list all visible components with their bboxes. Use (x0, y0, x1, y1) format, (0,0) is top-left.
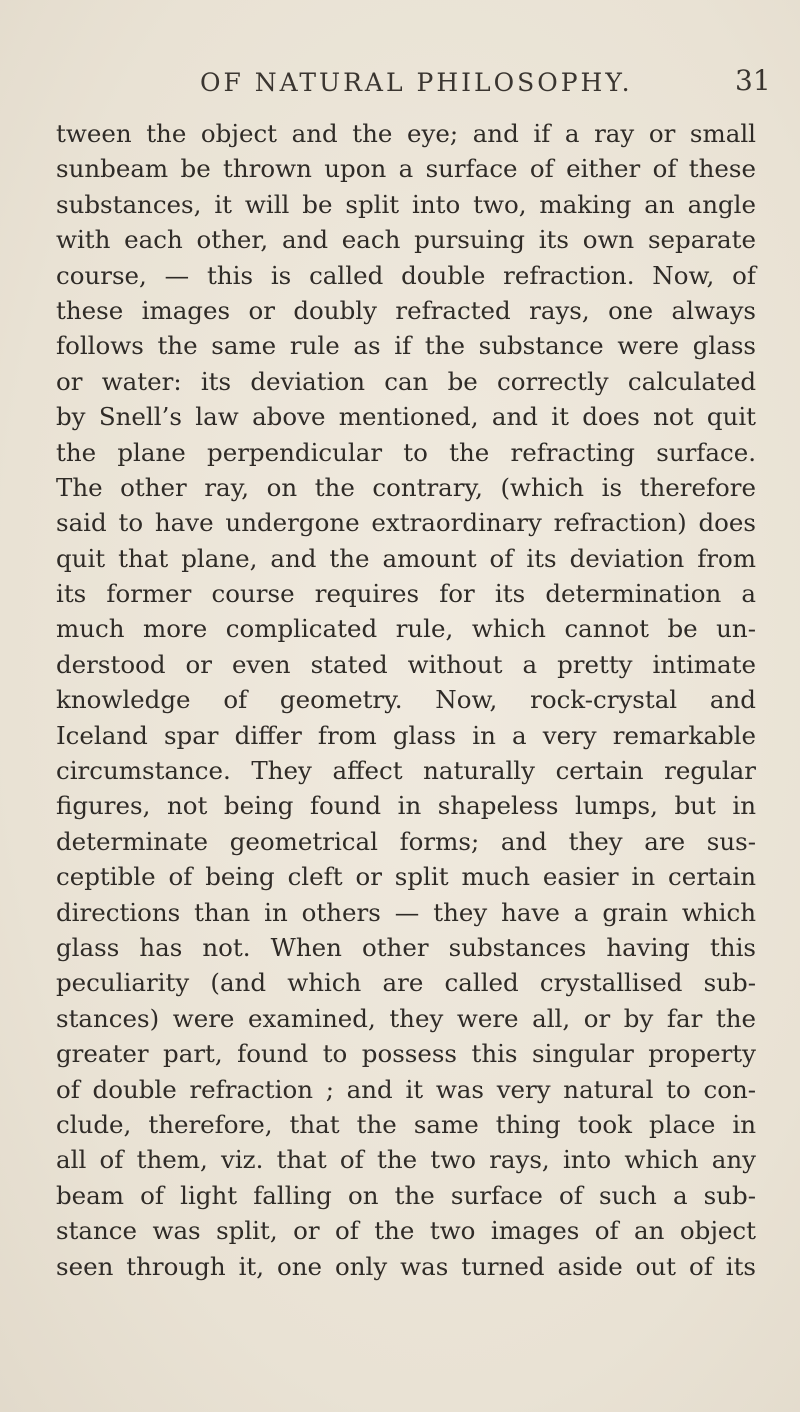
text-line: beam of light falling on the surface of such a sub- (56, 1180, 756, 1210)
text-line: with each other, and each pursuing its own separate (56, 225, 756, 255)
text-line: clude, therefore, that the same thing took place in (56, 1109, 756, 1139)
body-text (56, 116, 756, 1284)
text-line: circumstance. They affect naturally certain regular (56, 756, 756, 786)
text-line: quit that plane, and the amount of its deviation from (56, 543, 756, 573)
text-line: the plane perpendicular to the refracting surface. (56, 437, 756, 467)
text-line: said to have undergone extraordinary refraction) does (56, 508, 756, 538)
text-line: follows the same rule as if the substance were glass (56, 331, 756, 361)
text-line: sunbeam be thrown upon a surface of either of these (56, 154, 756, 184)
text-line: figures, not being found in shapeless lumps, but in (56, 791, 756, 821)
running-head-title: OF NATURAL PHILOSOPHY. (200, 68, 633, 97)
text-line: much more complicated rule, which cannot be un- (56, 614, 756, 644)
text-line: substances, it will be split into two, making an angle (56, 189, 756, 219)
text-line: seen through it, one only was turned aside out of its (56, 1251, 756, 1281)
text-line: course, — this is called double refraction. Now, of (56, 260, 756, 290)
text-line: tween the object and the eye; and if a ray or small (56, 119, 756, 148)
text-line: peculiarity (and which are called crystallised sub- (56, 968, 756, 998)
text-line: greater part, found to possess this singular property (56, 1039, 756, 1069)
text-line: ceptible of being cleft or split much easier in certain (56, 862, 756, 892)
text-line: The other ray, on the contrary, (which is therefore (56, 472, 756, 502)
text-line: of double refraction ; and it was very natural to con- (56, 1074, 756, 1104)
text-line: derstood or even stated without a pretty intimate (56, 649, 756, 679)
text-line: its former course requires for its determination a (56, 579, 756, 609)
text-line: stances) were examined, they were all, or by far the (56, 1003, 756, 1033)
text-line: directions than in others — they have a grain which (56, 897, 756, 927)
text-line: these images or doubly refracted rays, one always (56, 295, 756, 325)
text-line: knowledge of geometry. Now, rock-crystal and (56, 685, 756, 715)
text-line: glass has not. When other substances having this (56, 932, 756, 962)
text-line: or water: its deviation can be correctly calculated (56, 366, 756, 396)
text-line: all of them, viz. that of the two rays, into which any (56, 1145, 756, 1175)
text-line: determinate geometrical forms; and they are sus- (56, 826, 756, 856)
text-line: stance was split, or of the two images of an object (56, 1216, 756, 1246)
page-number: 31 (735, 64, 771, 97)
text-line: Iceland spar differ from glass in a very remarkable (56, 720, 756, 750)
running-head (0, 58, 800, 98)
text-line: by Snell’s law above mentioned, and it does not quit (56, 402, 756, 432)
